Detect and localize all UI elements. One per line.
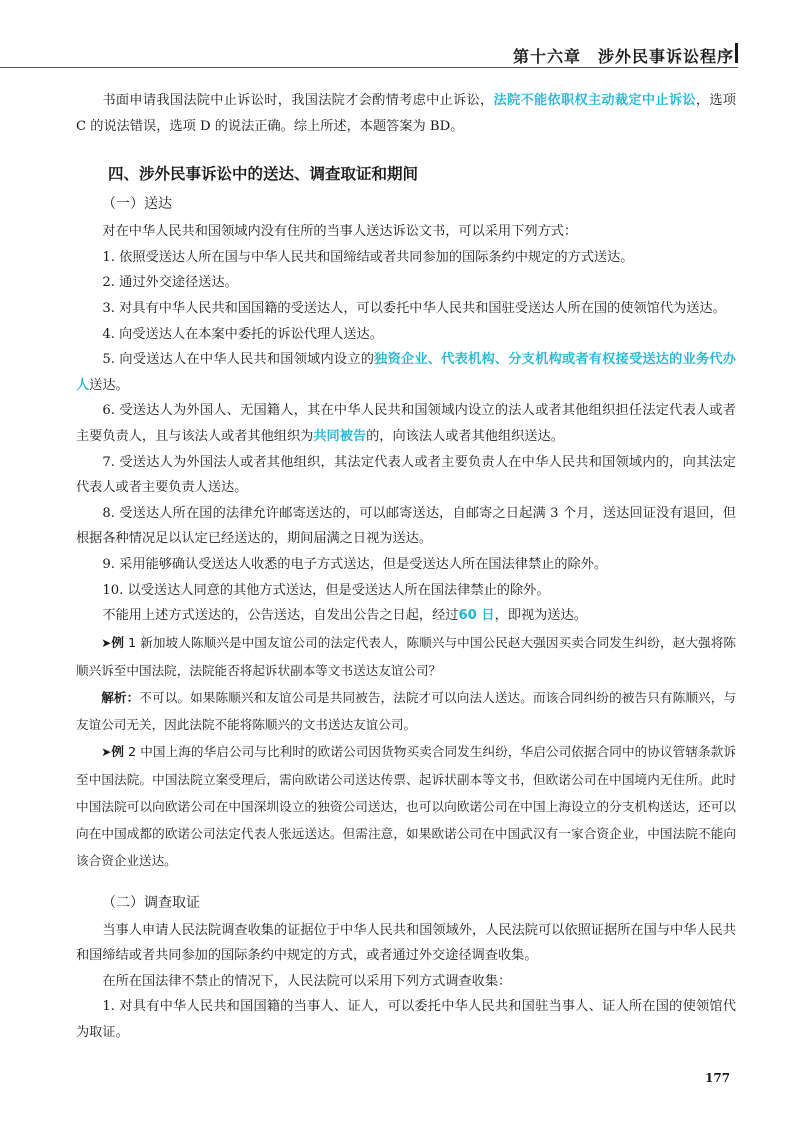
item5-highlight: 独资企业、代表机构、分支机构或者有权接受送达的业务代办人 <box>76 352 736 393</box>
chapter-title: 第十六章 涉外民事诉讼程序 <box>512 47 734 66</box>
service-item-8: 8. 受送达人所在国的法律允许邮寄送达的，可以邮寄送达，自邮寄之日起满 3 个月，送达回证没有退回，但根据各种情况足以认定已经送达的，期间届满之日视为送达。 <box>76 505 736 547</box>
service-item-4: 4. 向受送达人在本案中委托的诉讼代理人送达。 <box>102 326 383 342</box>
notice-text-end: ，即视为送达。 <box>494 608 587 624</box>
service-item-10: 10. 以受送达人同意的其他方式送达，但是受送达人所在国法律禁止的除外。 <box>102 582 550 598</box>
item5-text-end: 送达。 <box>89 377 129 393</box>
item6-highlight: 共同被告 <box>313 428 367 444</box>
item5-text: 5. 向受送达人在中华人民共和国领域内设立的 <box>102 352 375 368</box>
example-1 <box>76 629 736 684</box>
page-content <box>76 88 736 1046</box>
analysis-label: 解析： <box>101 689 140 705</box>
notice-highlight: 60 日 <box>458 608 495 624</box>
example-label: 例 <box>111 743 125 759</box>
service-item-6 <box>76 398 736 449</box>
example-2-text: 2 中国上海的华启公司与比利时的欧诺公司因货物买卖合同发生纠纷，华启公司依据合同中的协议管辖条款诉至中国法院。中国法院立案受理后，需向欧诺公司送达传票、起诉状副本等文书，但欧诺公司在中国境内无住所。此时中国法院可以向欧诺公司在中国深圳设立的独资公司送达，也可以向欧诺公司在中国上海设立的分支机构送达，还可以向在中国成都的欧诺公司法定代表人张远送达。但需注意，如果欧诺公司在中国武汉有一家合资企业，中国法院不能向该合资企业送达。 <box>76 743 736 868</box>
intro-highlight: 法院不能依职权主动裁定中止诉讼 <box>493 93 696 108</box>
section-heading: 四、涉外民事诉讼中的送达、调查取证和期间 <box>108 165 419 184</box>
intro-text: 书面申请我国法院中止诉讼时，我国法院才会酌情考虑中止诉讼， <box>102 93 494 108</box>
evidence-paragraph-2: 在所在国法律不禁止的情况下，人民法院可以采用下列方式调查收集： <box>102 973 512 989</box>
analysis-text: 不可以。如果陈顺兴和友谊公司是共同被告，法院才可以向法人送达。而该合同纠纷的被告只有陈顺兴，与友谊公司无关，因此法院不能将陈顺兴的文书送达友谊公司。 <box>76 689 737 732</box>
service-item-2: 2. 通过外交途径送达。 <box>102 275 238 291</box>
public-notice-paragraph <box>76 603 736 629</box>
service-item-1: 1. 依照受送达人所在国与中华人民共和国缔结或者共同参加的国际条约中规定的方式送达。 <box>102 249 634 265</box>
page-header <box>0 0 800 70</box>
arrow-icon: ➤ <box>101 635 112 650</box>
item6-text: 6. 受送达人为外国人、无国籍人，其在中华人民共和国领域内设立的法人或者其他组织担任法定代表人或者主要负责人，且与该法人或者其他组织为 <box>76 403 736 444</box>
subsection-heading-service: （一）送达 <box>102 196 172 213</box>
header-bar <box>735 43 738 63</box>
page-number: 177 <box>705 1071 731 1085</box>
example-1-text: 1 新加坡人陈顺兴是中国友谊公司的法定代表人，陈顺兴与中国公民赵大强因买卖合同发生纠纷，赵大强将陈顺兴诉至中国法院，法院能否将起诉状副本等文书送达友谊公司？ <box>76 634 736 678</box>
evidence-item-1: 1. 对具有中华人民共和国国籍的当事人、证人，可以委托中华人民共和国驻当事人、证人所在国的使领馆代为取证。 <box>76 999 736 1041</box>
service-item-9: 9. 采用能够确认受送达人收悉的电子方式送达，但是受送达人所在国法律禁止的除外。 <box>102 556 608 572</box>
notice-text: 不能用上述方式送达的，公告送达，自发出公告之日起，经过 <box>102 608 459 624</box>
service-item-5 <box>76 347 736 398</box>
intro-text-end: ，选项 C 的说法错误，选项 D 的说法正确。综上所述，本题答案为 BD。 <box>76 93 737 134</box>
service-item-7: 7. 受送达人为外国法人或者其他组织，其法定代表人或者主要负责人在中华人民共和国领域内的，向其法定代表人或者主要负责人送达。 <box>76 454 736 496</box>
subsection-heading-evidence: （二）调查取证 <box>102 894 200 911</box>
item6-text-end: 的，向该法人或者其他组织送达。 <box>366 428 564 444</box>
example-2 <box>76 738 736 874</box>
evidence-paragraph-1: 当事人申请人民法院调查收集的证据位于中华人民共和国领域外，人民法院可以依照证据所在国与中华人民共和国缔结或者共同参加的国际条约中规定的方式，或者通过外交途径调查收集。 <box>76 922 736 964</box>
service-item-3: 3. 对具有中华人民共和国国籍的受送达人，可以委托中华人民共和国驻受送达人所在国的使领馆代为送达。 <box>102 300 726 316</box>
intro-paragraph <box>76 88 736 139</box>
arrow-icon: ➤ <box>101 744 112 759</box>
analysis-paragraph <box>76 684 736 738</box>
spacer <box>76 874 736 888</box>
service-lead: 对在中华人民共和国领域内没有住所的当事人送达诉讼文书，可以采用下列方式： <box>102 224 578 240</box>
header-rule <box>0 67 738 68</box>
example-label: 例 <box>111 634 125 650</box>
